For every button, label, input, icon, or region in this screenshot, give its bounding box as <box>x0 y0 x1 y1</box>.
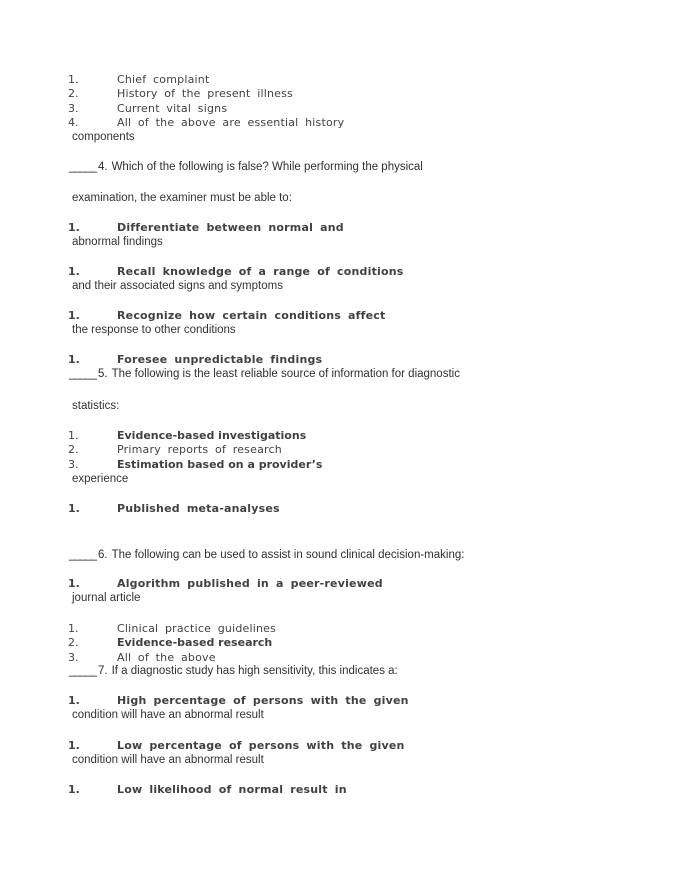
option-item <box>68 309 628 323</box>
answer-blank: _____ <box>69 368 96 380</box>
list-item <box>68 443 628 457</box>
list-item-text: Chief complaint <box>117 73 210 86</box>
option-continuation: condition will have an abnormal result <box>72 709 264 722</box>
list-item <box>68 622 628 636</box>
option-text: High percentage of persons with the given <box>117 694 409 707</box>
list-item <box>68 458 628 472</box>
answer-blank: _____ <box>69 549 96 561</box>
option-text: Low likelihood of normal result in <box>117 783 347 796</box>
option-text: Recall knowledge of a range of conditions <box>117 265 404 278</box>
question-text: Which of the following is false? While performing the physical <box>111 161 423 173</box>
option-block <box>68 694 628 723</box>
option-text: Differentiate between normal and <box>117 221 344 234</box>
list-item-number: 2. <box>68 443 79 457</box>
option-item <box>68 694 628 708</box>
list-item-number: 3. <box>68 650 79 664</box>
list-item-number: 2. <box>68 87 79 101</box>
list-item <box>68 116 628 130</box>
question-line <box>68 367 628 381</box>
list-item-text: Estimation based on a provider’s <box>117 457 323 471</box>
option-number: 1. <box>68 353 80 366</box>
list-item-text: Evidence-based investigations <box>117 429 307 442</box>
list-item-number: 3. <box>68 457 79 471</box>
question-continuation: examination, the examiner must be able to: <box>72 192 292 204</box>
option-block <box>68 353 628 367</box>
list-item-text: Evidence-based research <box>117 636 273 650</box>
list-item <box>68 636 628 650</box>
list-item-text: All of the above are essential history <box>117 115 345 129</box>
list-item-number: 4. <box>68 115 79 129</box>
list-item <box>68 651 628 665</box>
option-number: 1. <box>68 739 80 752</box>
list-item <box>68 429 628 443</box>
answer-list <box>68 73 628 144</box>
option-text: Algorithm published in a peer-reviewed <box>117 577 383 590</box>
question-text: If a diagnostic study has high sensitivity, this indicates a: <box>111 665 398 677</box>
question-text: The following is the least reliable source of information for diagnostic <box>111 368 460 380</box>
answer-blank: _____ <box>69 161 96 173</box>
list-item <box>68 73 628 87</box>
option-item <box>68 353 628 367</box>
question-number: 4. <box>97 161 108 173</box>
list-item-number: 2. <box>68 636 79 650</box>
option-continuation: the response to other conditions <box>72 324 236 337</box>
list-item-number: 1. <box>68 73 79 86</box>
option-number: 1. <box>68 221 80 234</box>
list-continuation: experience <box>72 472 129 485</box>
answer-list <box>68 622 628 665</box>
list-item-number: 1. <box>68 622 79 635</box>
option-block <box>68 739 628 768</box>
option-number: 1. <box>68 577 80 590</box>
list-item-text: Primary reports of research <box>117 443 282 457</box>
option-block <box>68 265 628 294</box>
list-item-text: Clinical practice guidelines <box>117 622 277 635</box>
option-block <box>68 502 628 516</box>
question-number: 5. <box>97 368 108 380</box>
question-continuation: statistics: <box>72 400 120 412</box>
option-text: Recognize how certain conditions affect <box>117 309 386 322</box>
option-block <box>68 783 628 797</box>
option-text: Published meta-analyses <box>117 502 280 515</box>
list-item-number: 1. <box>68 429 79 442</box>
question-text: The following can be used to assist in sound clinical decision-making: <box>111 549 465 561</box>
option-block <box>68 221 628 250</box>
option-block <box>68 309 628 338</box>
list-item-text: Current vital signs <box>117 101 228 115</box>
option-number: 1. <box>68 309 80 322</box>
option-text: Low percentage of persons with the given <box>117 739 405 752</box>
question-line <box>68 548 628 562</box>
option-item <box>68 577 628 591</box>
option-number: 1. <box>68 694 80 707</box>
list-item-number: 3. <box>68 101 79 115</box>
option-item <box>68 502 628 516</box>
option-continuation: condition will have an abnormal result <box>72 754 264 767</box>
question-line <box>68 664 628 678</box>
list-continuation: components <box>72 131 135 144</box>
option-continuation: journal article <box>72 592 141 605</box>
list-item <box>68 102 628 116</box>
option-number: 1. <box>68 783 80 796</box>
answer-list <box>68 429 628 486</box>
option-number: 1. <box>68 265 80 278</box>
answer-blank: _____ <box>69 665 96 677</box>
option-item <box>68 221 628 235</box>
list-item-text: History of the present illness <box>117 87 293 101</box>
option-item <box>68 265 628 279</box>
option-number: 1. <box>68 502 80 515</box>
option-text: Foresee unpredictable findings <box>117 353 323 366</box>
list-item <box>68 87 628 101</box>
option-continuation: abnormal findings <box>72 236 163 249</box>
option-block <box>68 577 628 606</box>
question-line <box>68 160 628 174</box>
option-item <box>68 783 628 797</box>
option-item <box>68 739 628 753</box>
option-continuation: and their associated signs and symptoms <box>72 280 283 293</box>
question-number: 6. <box>97 549 108 561</box>
question-number: 7. <box>97 665 108 677</box>
list-item-text: All of the above <box>117 650 216 664</box>
